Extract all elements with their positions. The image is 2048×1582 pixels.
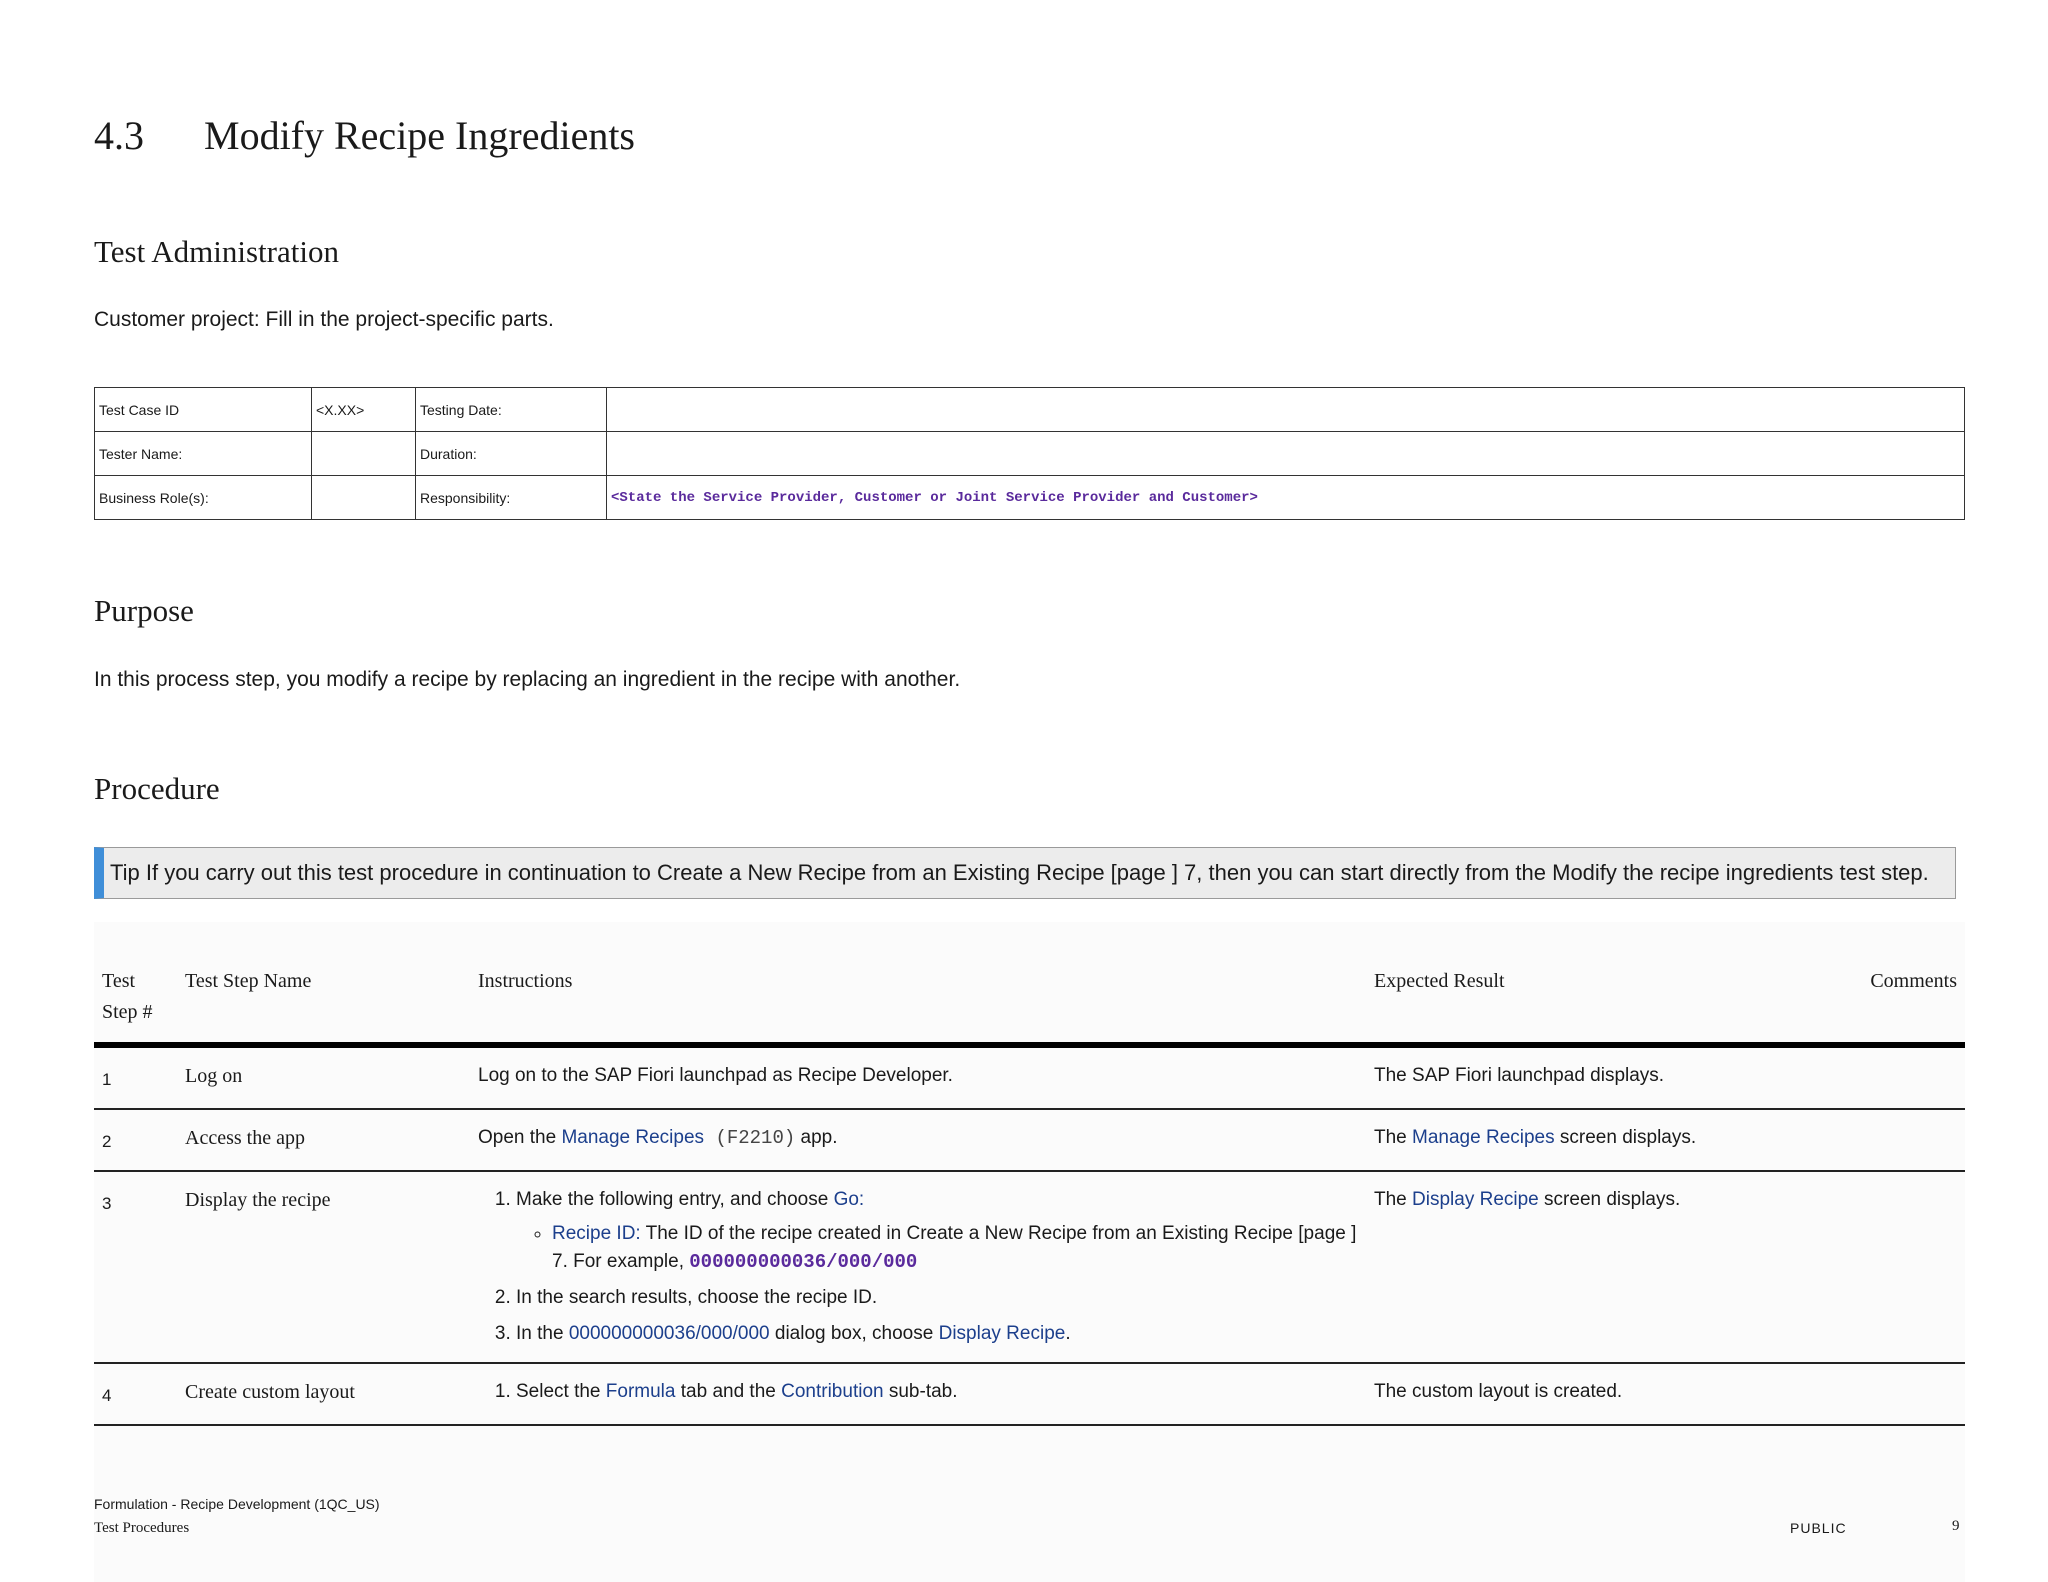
step-number: 4	[94, 1363, 177, 1425]
example-recipe-id: 000000000036/000/000	[689, 1251, 918, 1273]
step-name: Display the recipe	[177, 1171, 470, 1363]
list-item: 2. In the search results, choose the recipe ID.	[516, 1284, 1358, 1312]
col-header-name: Test Step Name	[177, 960, 470, 1045]
tester-name-label: Tester Name:	[95, 432, 312, 476]
list-item: 3. In the 000000000036/000/000 dialog box, choose Display Recipe.	[516, 1320, 1358, 1348]
recipe-id-dialog-link[interactable]: 000000000036/000/000	[568, 1323, 770, 1344]
test-case-id-value[interactable]: <X.XX>	[312, 388, 416, 432]
heading-purpose: Purpose	[94, 593, 194, 628]
manage-recipes-link[interactable]: Manage Recipes	[561, 1127, 705, 1148]
step-instructions: Open the Manage Recipes (F2210) app.	[470, 1109, 1366, 1171]
section-number: 4.3	[94, 113, 144, 158]
heading-test-administration: Test Administration	[94, 234, 339, 269]
step-comments[interactable]	[1796, 1045, 1965, 1109]
step-expected-result: The Manage Recipes screen displays.	[1366, 1109, 1796, 1171]
list-item: ◦ Recipe ID: The ID of the recipe created in Create a New Recipe from an Existing Recipe [page ] 7. For example, 000000000036/000/000	[552, 1220, 1358, 1276]
responsibility-value[interactable]: <State the Service Provider, Customer or Joint Service Provider and Customer>	[607, 476, 1965, 520]
admin-row	[95, 432, 1965, 476]
step-expected-result: The SAP Fiori launchpad displays.	[1366, 1045, 1796, 1109]
step-number: 3	[94, 1171, 177, 1363]
step-instructions	[470, 1171, 1366, 1363]
step-number: 1	[94, 1045, 177, 1109]
footer-page-number: 9	[1952, 1518, 1960, 1534]
section-title-text: Modify Recipe Ingredients	[204, 113, 635, 158]
manage-recipes-link[interactable]: Manage Recipes	[1412, 1127, 1555, 1148]
step-expected-result: The custom layout is created.	[1366, 1363, 1796, 1425]
business-roles-value[interactable]	[312, 476, 416, 520]
display-recipe-link[interactable]: Display Recipe	[1412, 1189, 1539, 1210]
col-header-expected: Expected Result	[1366, 960, 1796, 1045]
recipe-id-field-label: Recipe ID:	[552, 1223, 641, 1244]
step-instructions: Log on to the SAP Fiori launchpad as Recipe Developer.	[470, 1045, 1366, 1109]
tester-name-value[interactable]	[312, 432, 416, 476]
responsibility-label: Responsibility:	[416, 476, 607, 520]
test-case-id-label: Test Case ID	[95, 388, 312, 432]
footer-section-name: Test Procedures	[94, 1520, 190, 1536]
step-expected-result: The Display Recipe screen displays.	[1366, 1171, 1796, 1363]
duration-value[interactable]	[607, 432, 1965, 476]
contribution-subtab-link[interactable]: Contribution	[781, 1381, 884, 1402]
app-id-code: (F2210)	[704, 1127, 796, 1149]
duration-label: Duration:	[416, 432, 607, 476]
table-row	[94, 1171, 1965, 1363]
list-item: 1. Select the Formula tab and the Contribution sub-tab.	[516, 1378, 1358, 1406]
testing-date-label: Testing Date:	[416, 388, 607, 432]
display-recipe-link[interactable]: Display Recipe	[938, 1323, 1066, 1344]
footer-document-title: Formulation - Recipe Development (1QC_US)	[94, 1496, 380, 1512]
step-name: Log on	[177, 1045, 470, 1109]
step-number: 2	[94, 1109, 177, 1171]
test-administration-table	[94, 387, 1965, 520]
footer-classification: PUBLIC	[1790, 1520, 1847, 1536]
business-roles-label: Business Role(s):	[95, 476, 312, 520]
instruction-list	[478, 1378, 1358, 1406]
step-name: Create custom layout	[177, 1363, 470, 1425]
table-row	[94, 1109, 1965, 1171]
step-name: Access the app	[177, 1109, 470, 1171]
col-header-instructions: Instructions	[470, 960, 1366, 1045]
purpose-text: In this process step, you modify a recipe by replacing an ingredient in the recipe with another.	[94, 668, 961, 691]
step-comments[interactable]	[1796, 1363, 1965, 1425]
step-comments[interactable]	[1796, 1109, 1965, 1171]
heading-procedure: Procedure	[94, 771, 220, 806]
table-row	[94, 1045, 1965, 1109]
table-header-row	[94, 960, 1965, 1045]
section-title	[94, 112, 635, 159]
table-row	[94, 1363, 1965, 1425]
procedure-steps-table	[94, 960, 1965, 1426]
tip-text: Tip If you carry out this test procedure in continuation to Create a New Recipe from an Existing Recipe [page ] 7, then you can start directly from the Modify the recipe ingredients test step.	[110, 860, 1929, 885]
testing-date-value[interactable]	[607, 388, 1965, 432]
col-header-comments: Comments	[1796, 960, 1965, 1045]
list-item: 1. Make the following entry, and choose Go: ◦ Recipe ID: The ID of the recipe created in Create a New Recipe from an Existing Recipe [page ] 7. For example, 000000000036/000/000	[516, 1186, 1358, 1276]
step-instructions	[470, 1363, 1366, 1425]
formula-tab-link[interactable]: Formula	[605, 1381, 676, 1402]
go-link[interactable]: Go	[833, 1189, 859, 1210]
col-header-step: Test Step #	[94, 960, 177, 1045]
admin-row	[95, 388, 1965, 432]
step-comments[interactable]	[1796, 1171, 1965, 1363]
admin-row	[95, 476, 1965, 520]
instruction-list	[478, 1186, 1358, 1348]
admin-intro-text: Customer project: Fill in the project-specific parts.	[94, 308, 554, 331]
tip-box	[94, 847, 1956, 899]
sub-list	[478, 1220, 1358, 1276]
